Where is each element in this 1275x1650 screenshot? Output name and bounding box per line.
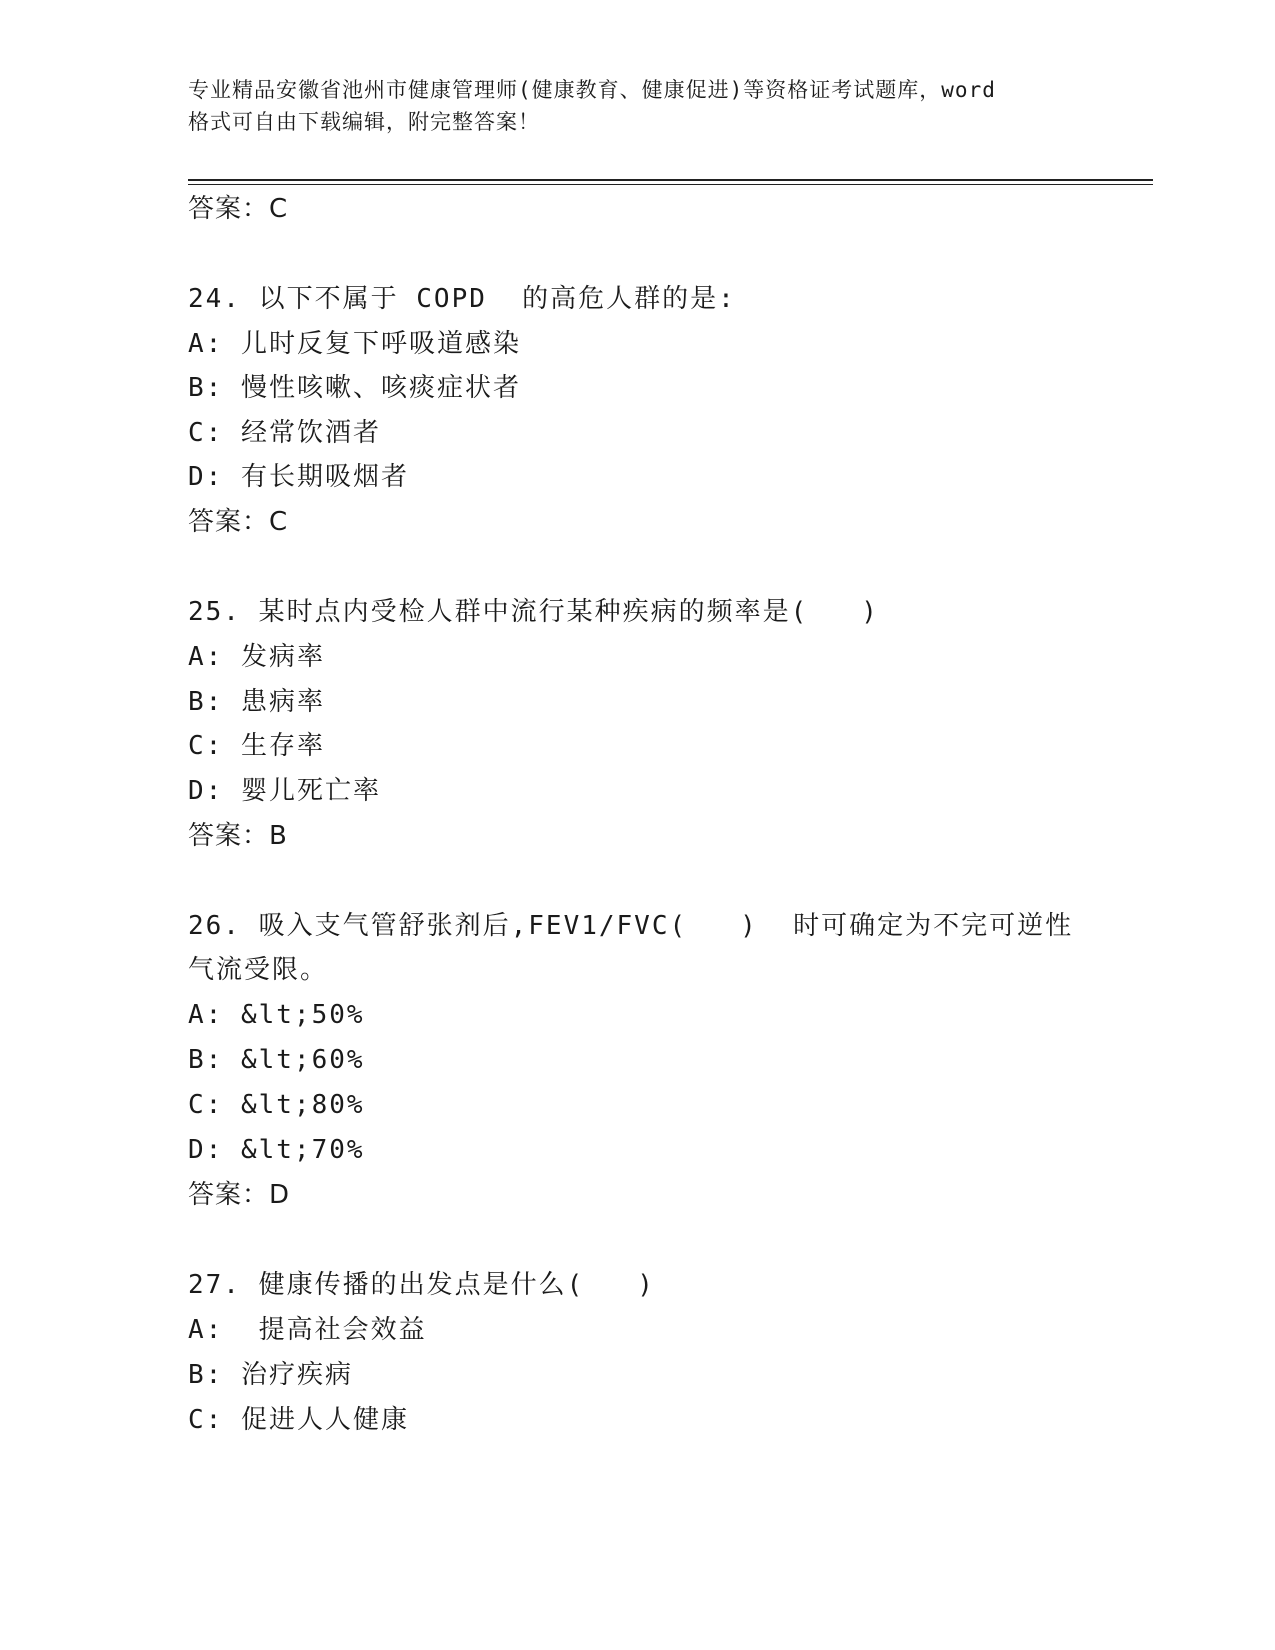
question-26-option-c: C: &lt;80% — [188, 1090, 365, 1120]
question-25-option-d: D: 婴儿死亡率 — [188, 776, 381, 806]
question-24-option-b: B: 慢性咳嗽、咳痰症状者 — [188, 373, 521, 403]
question-27-option-c: C: 促进人人健康 — [188, 1405, 409, 1435]
question-26-option-b: B: &lt;60% — [188, 1045, 365, 1075]
question-25-option-a: A: 发病率 — [188, 642, 325, 672]
question-26-option-d: D: &lt;70% — [188, 1135, 365, 1165]
question-24-option-c: C: 经常饮酒者 — [188, 418, 381, 448]
header-line-2: 格式可自由下载编辑，附完整答案！ — [188, 110, 540, 134]
question-24-option-a: A: 儿时反复下呼吸道感染 — [188, 329, 521, 359]
question-25-option-b: B: 患病率 — [188, 687, 325, 717]
question-24-answer: 答案：C — [188, 507, 289, 537]
header-line-1: 专业精品安徽省池州市健康管理师(健康教育、健康促进)等资格证考试题库，word — [188, 78, 996, 102]
question-25-answer: 答案：B — [188, 821, 288, 851]
header-divider-thin — [188, 184, 1153, 185]
question-24-option-d: D: 有长期吸烟者 — [188, 462, 409, 492]
document-header — [188, 74, 1088, 138]
question-25-stem: 25. 某时点内受检人群中流行某种疾病的频率是( ) — [188, 597, 879, 627]
question-26-stem-line-1: 26. 吸入支气管舒张剂后,FEV1/FVC( ) 时可确定为不完可逆性 — [188, 911, 1074, 941]
question-25-option-c: C: 生存率 — [188, 731, 325, 761]
question-26-answer: 答案：D — [188, 1180, 291, 1210]
question-27-option-a: A: 提高社会效益 — [188, 1315, 427, 1345]
question-27-stem: 27. 健康传播的出发点是什么( ) — [188, 1270, 655, 1300]
question-26-option-a: A: &lt;50% — [188, 1000, 365, 1030]
previous-answer: 答案：C — [188, 194, 289, 224]
header-divider-thick — [188, 179, 1153, 181]
question-26-stem-line-2: 气流受限。 — [188, 955, 329, 985]
question-27-option-b: B: 治疗疾病 — [188, 1360, 353, 1390]
question-24-stem: 24. 以下不属于 COPD 的高危人群的是: — [188, 284, 736, 314]
